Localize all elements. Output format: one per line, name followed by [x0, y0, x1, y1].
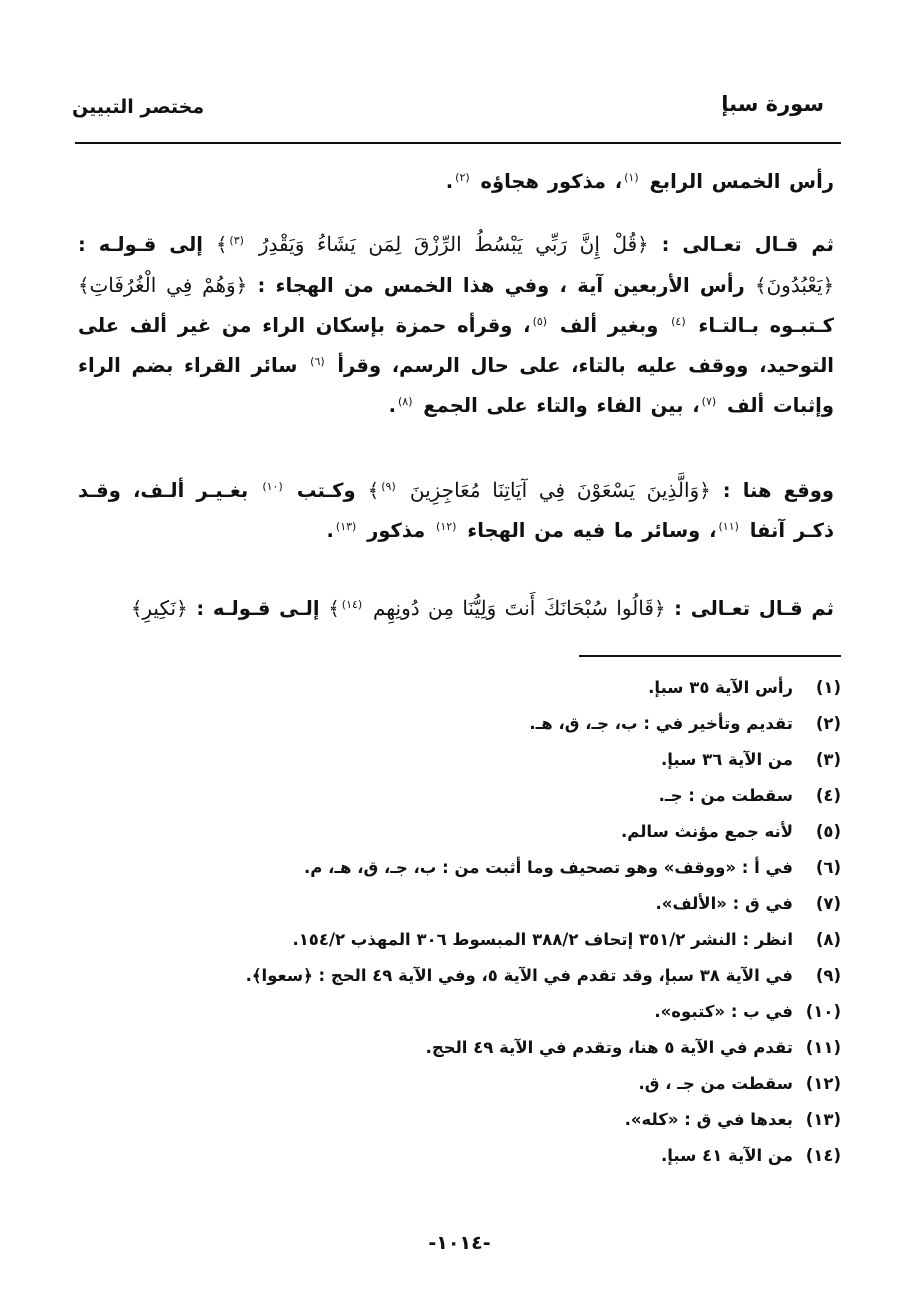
header-rule: [75, 142, 841, 144]
footnote-ref: (٤): [671, 314, 686, 328]
footnote-ref: (٢): [455, 170, 470, 184]
paragraph-2: [78, 224, 834, 426]
footnote-text: في ب : «كتبوه».: [654, 1002, 793, 1021]
text-run: .: [326, 519, 334, 542]
footnote-text: بعدها في ق : «كله».: [624, 1110, 793, 1129]
paragraph-4: [78, 588, 834, 629]
text-run: .: [445, 170, 454, 193]
footnote-text: سقطت من جـ ، ق.: [638, 1074, 793, 1093]
paragraph-3: [78, 470, 834, 551]
footnote-item: [78, 994, 841, 1030]
footnote-ref: (٣): [229, 233, 244, 247]
footnote-text: من الآية ٤١ سبإ.: [660, 1146, 793, 1165]
footnote-item: [78, 886, 841, 922]
footnote-number: (٢): [815, 714, 841, 733]
footnote-number: (٤): [815, 786, 841, 805]
text-run: وبغير ألف: [559, 314, 659, 337]
quran-bracket-open: ﴿: [653, 597, 666, 620]
footnote-item: [78, 850, 841, 886]
footnote-item: [78, 706, 841, 742]
footnote-ref: (٨): [397, 394, 413, 408]
footnote-number: (١٢): [805, 1074, 841, 1093]
quran-verse: قُلْ إِنَّ رَبِّي يَبْسُطُ الرِّزْقَ لِمَن يَشَاءُ وَيَقْدِرُ: [258, 232, 638, 256]
text-run: ، وقرأه حمزة بإسكان الراء من غير ألف على التوحيد، ووقف عليه بالتاء، على حال الرسم، وقرأ: [78, 314, 834, 377]
footnote-item: [78, 958, 841, 994]
footnote-text: لأنه جمع مؤنث سالم.: [621, 822, 793, 841]
footnote-item: [78, 1066, 841, 1102]
text-run: ووقع هنا :: [722, 479, 835, 502]
footnote-item: [78, 778, 841, 814]
quran-verse: يَعْبُدُونَ: [766, 273, 823, 297]
text-run: .: [388, 394, 396, 417]
footnote-item: [78, 1102, 841, 1138]
quran-bracket-close: ﴾: [367, 479, 380, 502]
footnote-ref: (١٢): [436, 519, 457, 533]
text-run: رأس الخمس الرابع: [649, 170, 834, 193]
quran-verse: نَكِيرِ: [142, 596, 177, 620]
footnote-ref: (١٤): [341, 597, 363, 611]
footnote-ref: (١٠): [262, 479, 283, 493]
page-number: -١٠١٤-: [428, 1232, 491, 1254]
footnote-text: في ق : «الألف».: [655, 894, 793, 913]
quran-bracket-close: ﴾: [130, 597, 143, 620]
quran-bracket-open: ﴿: [637, 233, 649, 256]
quran-verse: وَالَّذِينَ يَسْعَوْنَ فِي آيَاتِنَا مُعَاجِزِينَ: [409, 478, 700, 502]
footnote-text: سقطت من : جـ.: [658, 786, 793, 805]
footnote-ref: (٦): [310, 354, 325, 368]
running-header-book: مختصر التبيين: [72, 96, 205, 118]
text-run: مذكور: [367, 519, 426, 542]
quran-verse: وَهُمْ فِي الْغُرُفَاتِ: [89, 273, 236, 297]
footnote-text: تقدم في الآية ٥ هنا، وتقدم في الآية ٤٩ الحج.: [425, 1038, 793, 1057]
footnotes-list: [78, 670, 841, 1174]
footnote-number: (٨): [815, 930, 841, 949]
text-run: سائر القراء بضم الراء وإثبات ألف: [78, 354, 834, 417]
text-run: إلـى قـولـه :: [196, 597, 320, 620]
footnote-number: (١٤): [805, 1146, 841, 1165]
footnote-ref: (٩): [381, 479, 396, 493]
footnote-item: [78, 1030, 841, 1066]
footnote-text: في الآية ٣٨ سبإ، وقد تقدم في الآية ٥، وفي الآية ٤٩ الحج : ﴿سعوا﴾.: [245, 966, 793, 985]
footnote-number: (٩): [815, 966, 841, 985]
paragraph-1: [78, 162, 834, 202]
footnote-number: (١٠): [805, 1002, 841, 1021]
footnote-rule: [579, 655, 841, 657]
footnote-number: (٧): [815, 894, 841, 913]
footnote-number: (١٣): [805, 1110, 841, 1129]
text-run: ثم قـال تعـالى :: [674, 597, 834, 620]
quran-verse: قَالُوا سُبْحَانَكَ أَنتَ وَلِيُّنَا مِن دُونِهِم: [373, 596, 654, 620]
footnote-item: [78, 814, 841, 850]
footnote-text: من الآية ٣٦ سبإ.: [660, 750, 793, 769]
footnote-text: تقديم وتأخير في : ب، جـ، ق، هـ.: [529, 714, 793, 733]
text-run: وكـتب: [296, 479, 356, 502]
footnote-text: في أ : «ووقف» وهو تصحيف وما أثبت من : ب، جـ، ق، هـ، م.: [304, 858, 793, 877]
text-run: كـتبـوه بـالتـاء: [698, 314, 834, 337]
footnote-item: [78, 670, 841, 706]
footnote-item: [78, 1138, 841, 1174]
footnote-ref: (٧): [701, 394, 717, 408]
footnote-ref: (٥): [532, 314, 548, 328]
quran-bracket-close: ﴾: [328, 597, 340, 620]
text-run: ، بين الفاء والتاء على الجمع: [423, 394, 700, 417]
text-run: إلى قـولـه :: [78, 233, 203, 256]
footnote-number: (١١): [805, 1038, 841, 1057]
text-run: ثم قـال تعـالى :: [661, 233, 834, 256]
text-run: بغـيـر ألـف، وقـد ذكـر آنفا: [78, 479, 834, 542]
text-run: ، وسائر ما فيه من الهجاء: [467, 519, 717, 542]
quran-bracket-open: ﴿: [699, 479, 711, 502]
footnote-number: (٥): [815, 822, 841, 841]
footnote-item: [78, 922, 841, 958]
footnote-number: (١): [815, 678, 841, 697]
footnote-text: رأس الآية ٣٥ سبإ.: [648, 678, 793, 697]
footnote-text: انظر : النشر ٣٥١/٢ إتحاف ٣٨٨/٢ المبسوط ٣٠٦ المهذب ١٥٤/٢.: [292, 930, 793, 949]
quran-bracket-close: ﴾: [78, 274, 90, 297]
quran-bracket-close: ﴾: [215, 233, 228, 256]
quran-bracket-open: ﴿: [235, 274, 248, 297]
footnote-number: (٦): [815, 858, 841, 877]
text-run: ، مذكور هجاؤه: [480, 170, 623, 193]
running-header-surah: سورة سبإ: [721, 92, 824, 116]
footnote-ref: (١): [624, 170, 639, 184]
footnote-ref: (١١): [718, 519, 739, 533]
footnote-item: [78, 742, 841, 778]
text-run: رأس الأربعين آية ، وفي هذا الخمس من الهجاء :: [257, 274, 745, 297]
quran-bracket-open: ﴿: [822, 274, 834, 297]
quran-bracket-open: ﴿: [176, 597, 188, 620]
quran-bracket-close: ﴾: [755, 274, 767, 297]
footnote-ref: (١٣): [335, 519, 357, 533]
footnote-number: (٣): [815, 750, 841, 769]
